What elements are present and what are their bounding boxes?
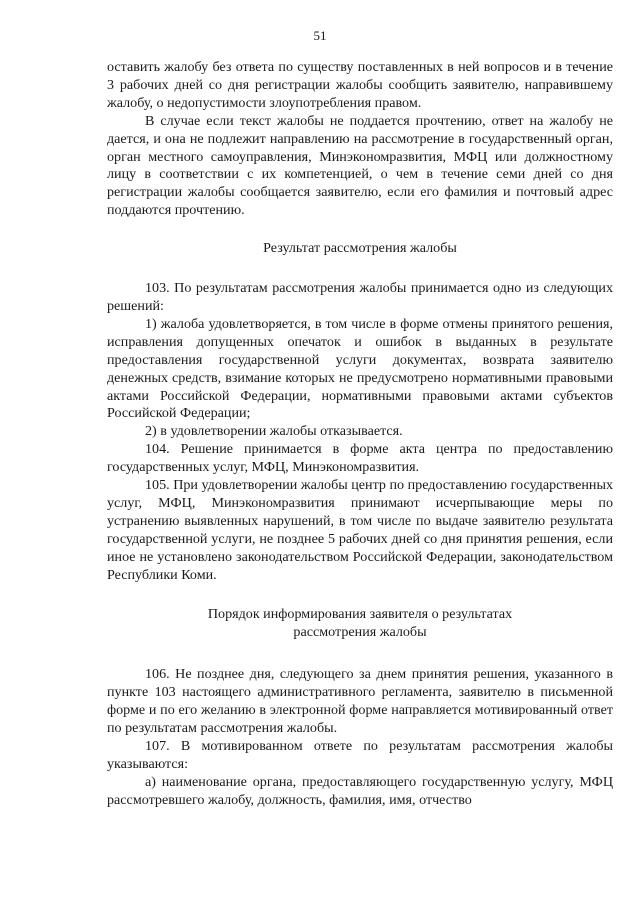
- spacer: [107, 584, 613, 606]
- spacer: [107, 258, 613, 280]
- document-body: [107, 59, 613, 810]
- paragraph-107-item-a: а) наименование органа, предоставляющего государственную услугу, МФЦ рассмотревшего жалобу, должность, фамилия, имя, отчество: [107, 773, 613, 808]
- paragraph-103: 103. По результатам рассмотрения жалобы принимается одно из следующих решений:: [107, 280, 613, 314]
- section-heading-informing-line1: Порядок информирования заявителя о результатах: [207, 606, 513, 623]
- paragraph-103-item-2: 2) в удовлетворении жалобы отказывается.: [145, 423, 403, 440]
- section-heading-result: Результат рассмотрения жалобы: [263, 240, 457, 257]
- paragraph-unreadable-complaint: В случае если текст жалобы не поддается прочтению, ответ на жалобу не дается, и она не подлежит направлению на рассмотрение в государственный орган, орган местного самоуправления, Минэкономразвития, МФЦ или должностному лицу в соответствии с их компетенцией, о чем в течение семи дней со дня регистрации жалобы сообщается заявителю, если его фамилия и почтовый адрес поддаются прочтению.: [107, 112, 613, 219]
- paragraph-106: 106. Не позднее дня, следующего за днем принятия решения, указанного в пункте 103 настоящего административного регламента, заявителю в письменной форме и по его желанию в электронной форме направляется мотивированный ответ по результатам рассмотрения жалобы.: [107, 666, 613, 736]
- paragraph-105: 105. При удовлетворении жалобы центр по предоставлению государственных услуг, МФЦ, Минэкономразвития принимают исчерпывающие меры по устранению выявленных нарушений, в том числе по выдаче заявителю результата государственной услуги, не позднее 5 рабочих дней со дня принятия решения, если иное не установлено законодательством Российской Федерации, законодательством Республики Коми.: [107, 477, 613, 583]
- paragraph-107: 107. В мотивированном ответе по результатам рассмотрения жалобы указываются:: [107, 737, 613, 772]
- paragraph-104: 104. Решение принимается в форме акта центра по предоставлению государственных услуг, МФЦ, Минэкономразвития.: [107, 441, 613, 476]
- spacer: [107, 642, 613, 666]
- page-number: 51: [313, 28, 327, 43]
- paragraph-continuation: оставить жалобу без ответа по существу поставленных в ней вопросов и в течение 3 рабочих дней со дня регистрации жалобы сообщить заявителю, направившему жалобу, о недопустимости злоупотребления правом.: [107, 59, 613, 111]
- spacer: [107, 220, 613, 240]
- section-heading-informing-line2: рассмотрения жалобы: [293, 624, 427, 641]
- paragraph-103-item-1: 1) жалоба удовлетворяется, в том числе в форме отмены принятого решения, исправления допущенных опечаток и ошибок в выданных в результате предоставления государственной услуги документах, возврата заявителю денежных средств, взимание которых не предусмотрено нормативными правовыми актами Российской Федерации, нормативными правовыми актами субъектов Российской Федерации;: [107, 315, 613, 422]
